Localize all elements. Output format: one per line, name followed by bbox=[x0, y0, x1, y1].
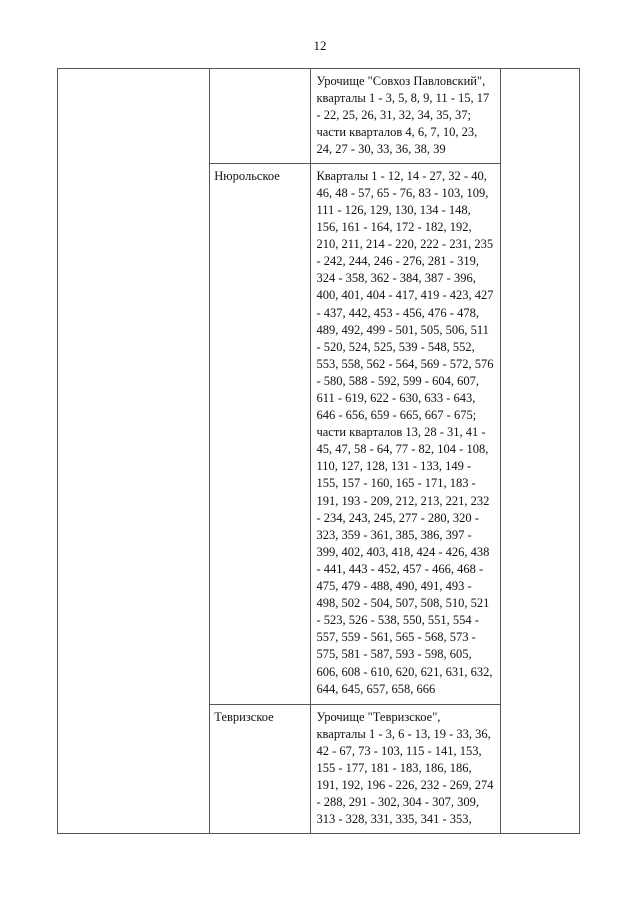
quarters-line: 400, 401, 404 - 417, 419 - 423, 427 bbox=[316, 288, 494, 303]
quarters-line: 110, 127, 128, 131 - 133, 149 - bbox=[316, 459, 472, 474]
quarters-line: - 523, 526 - 538, 550, 551, 554 - bbox=[316, 613, 479, 628]
quarters-line: 323, 359 - 361, 385, 386, 397 - bbox=[316, 527, 472, 542]
region-name: Тевризское bbox=[214, 709, 274, 724]
quarters-line: 644, 645, 657, 658, 666 bbox=[316, 681, 436, 696]
table-row bbox=[58, 69, 580, 164]
quarters-line: 155, 157 - 160, 165 - 171, 183 - bbox=[316, 476, 476, 491]
quarters-line: 646 - 656, 659 - 665, 667 - 675; bbox=[316, 408, 477, 423]
quarters-line: Урочище "Совхоз Павловский", bbox=[316, 74, 486, 88]
quarters-list bbox=[311, 705, 499, 833]
region-name: Нюрольское bbox=[214, 168, 280, 183]
quarters-line: кварталы 1 - 3, 5, 8, 9, 11 - 15, 17 bbox=[316, 91, 490, 106]
table-cell-region bbox=[210, 69, 311, 164]
quarters-line: 557, 559 - 561, 565 - 568, 573 - bbox=[316, 630, 476, 645]
quarters-line: 45, 47, 58 - 64, 77 - 82, 104 - 108, bbox=[316, 442, 489, 457]
quarters-line: - 234, 243, 245, 277 - 280, 320 - bbox=[316, 510, 479, 525]
document-table bbox=[57, 68, 580, 834]
quarters-line: 399, 402, 403, 418, 424 - 426, 438 bbox=[316, 544, 490, 559]
quarters-line: 210, 211, 214 - 220, 222 - 231, 235 bbox=[316, 237, 494, 252]
quarters-line: - 22, 25, 26, 31, 32, 34, 35, 37; bbox=[316, 108, 471, 123]
quarters-line: 324 - 358, 362 - 384, 387 - 396, bbox=[316, 271, 476, 286]
quarters-line: Урочище "Тевризское", bbox=[316, 709, 441, 724]
quarters-line: части кварталов 13, 28 - 31, 41 - bbox=[316, 425, 486, 440]
quarters-line: 475, 479 - 488, 490, 491, 493 - bbox=[316, 579, 472, 594]
quarters-line: 606, 608 - 610, 620, 621, 631, 632, bbox=[316, 664, 493, 679]
quarters-line: 155 - 177, 181 - 183, 186, 186, bbox=[316, 760, 472, 775]
region-name bbox=[210, 69, 310, 73]
quarters-line: - 242, 244, 246 - 276, 281 - 319, bbox=[316, 254, 479, 269]
table-cell-district bbox=[58, 69, 210, 834]
quarters-list bbox=[311, 69, 499, 162]
table-cell-description bbox=[311, 163, 500, 704]
quarters-line: - 580, 588 - 592, 599 - 604, 607, bbox=[316, 373, 479, 388]
page-number: 12 bbox=[313, 38, 327, 53]
quarters-line: Кварталы 1 - 12, 14 - 27, 32 - 40, bbox=[316, 168, 487, 183]
table-cell-region bbox=[210, 163, 311, 704]
quarters-line: 156, 161 - 164, 172 - 182, 192, bbox=[316, 220, 472, 235]
table-cell-description bbox=[311, 69, 500, 164]
quarters-line: - 520, 524, 525, 539 - 548, 552, bbox=[316, 339, 475, 354]
quarters-line: - 288, 291 - 302, 304 - 307, 309, bbox=[316, 795, 479, 810]
quarters-line: 489, 492, 499 - 501, 505, 506, 511 bbox=[316, 322, 489, 337]
quarters-line: 313 - 328, 331, 335, 341 - 353, bbox=[316, 812, 472, 827]
quarters-line: 42 - 67, 73 - 103, 115 - 141, 153, bbox=[316, 743, 482, 758]
quarters-line: 191, 192, 196 - 226, 232 - 269, 274 bbox=[316, 777, 494, 792]
quarters-line: кварталы 1 - 3, 6 - 13, 19 - 33, 36, bbox=[316, 726, 491, 741]
quarters-line: 553, 558, 562 - 564, 569 - 572, 576 bbox=[316, 356, 494, 371]
quarters-line: - 441, 443 - 452, 457 - 466, 468 - bbox=[316, 561, 484, 576]
quarters-list bbox=[311, 164, 499, 702]
quarters-line: 46, 48 - 57, 65 - 76, 83 - 103, 109, bbox=[316, 185, 489, 200]
quarters-line: 111 - 126, 129, 130, 134 - 148, bbox=[316, 202, 471, 217]
quarters-line: 191, 193 - 209, 212, 213, 221, 232 bbox=[316, 493, 490, 508]
table-cell-region bbox=[210, 704, 311, 833]
quarters-line: - 437, 442, 453 - 456, 476 - 478, bbox=[316, 305, 479, 320]
quarters-line: 575, 581 - 587, 593 - 598, 605, bbox=[316, 647, 472, 662]
table-cell-description bbox=[311, 704, 500, 833]
quarters-line: 24, 27 - 30, 33, 36, 38, 39 bbox=[316, 142, 446, 157]
quarters-line: части кварталов 4, 6, 7, 10, 23, bbox=[316, 125, 478, 140]
quarters-line: 498, 502 - 504, 507, 508, 510, 521 bbox=[316, 596, 490, 611]
table-cell-notes bbox=[500, 69, 579, 834]
quarters-line: 611 - 619, 622 - 630, 633 - 643, bbox=[316, 391, 476, 405]
